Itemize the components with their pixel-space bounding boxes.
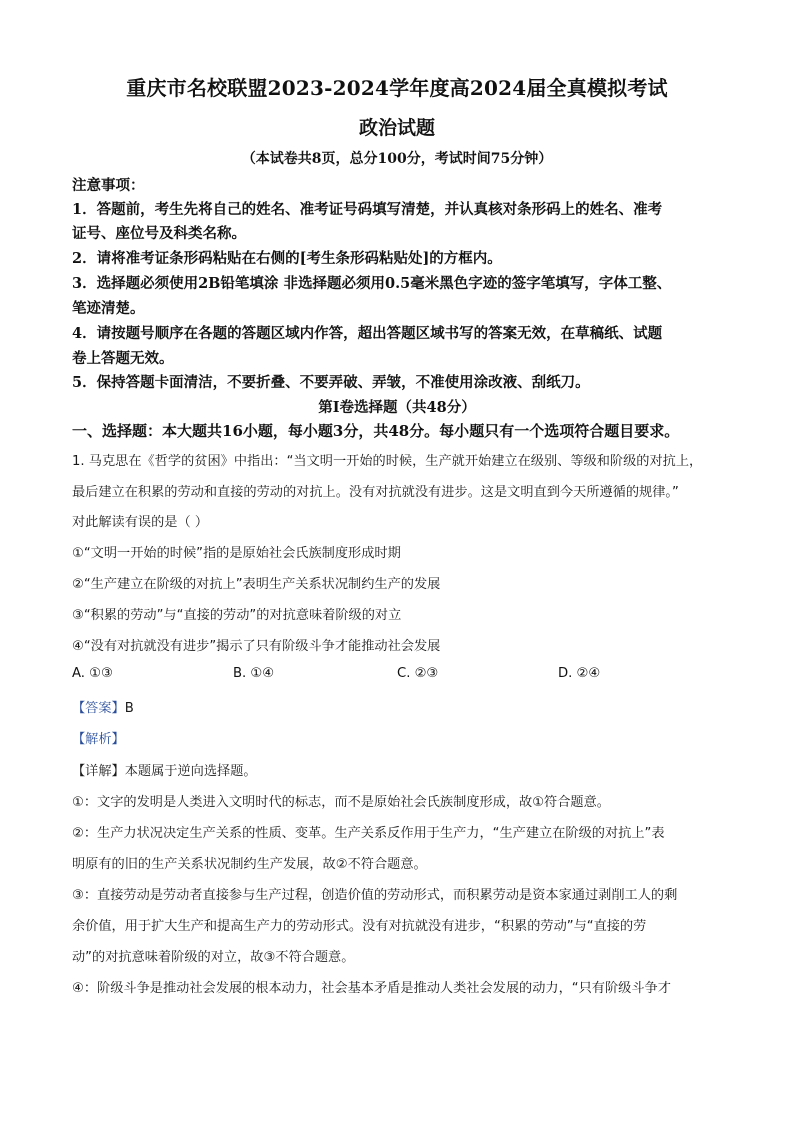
note-line: 1．答题前，考生先将自己的姓名、准考证号码填写清楚，并认真核对条形码上的姓名、准考 — [72, 201, 663, 218]
explanation-line: 动”的对抗意味着阶级的对立，故③不符合题意。 — [72, 950, 355, 965]
statement-2: ②“生产建立在阶级的对抗上”表明生产关系状况制约生产的发展 — [72, 577, 441, 592]
note-line: 4．请按题号顺序在各题的答题区域内作答，超出答题区域书写的答案无效，在草稿纸、试题 — [72, 325, 663, 342]
question-stem-line: 1. 马克思在《哲学的贫困》中指出：“当文明一开始的时候，生产就开始建立在级别、等级和阶级的对抗上， — [72, 454, 703, 469]
exam-title: 重庆市名校联盟2023-2024学年度高2024届全真模拟考试 — [126, 76, 668, 100]
explanation-line: ④：阶级斗争是推动社会发展的根本动力，社会基本矛盾是推动人类社会发展的动力，“只有阶级斗争才 — [72, 981, 671, 996]
notes-heading: 注意事项： — [72, 177, 145, 194]
statement-4: ④“没有对抗就没有进步”揭示了只有阶级斗争才能推动社会发展 — [72, 639, 441, 654]
section-heading: 第Ⅰ卷选择题（共48分） — [318, 399, 476, 416]
question-stem-line: 对此解读有误的是（ ） — [72, 515, 209, 530]
section-instruction: 一、选择题：本大题共16小题，每小题3分，共48分。每小题只有一个选项符合题目要求。 — [72, 422, 680, 440]
option-a: A. ①③ — [72, 666, 113, 681]
analysis-line — [72, 728, 732, 747]
explanation-line: ②：生产力状况决定生产关系的性质、变革。生产关系反作用于生产力，“生产建立在阶级的对抗上”表 — [72, 826, 665, 841]
explanation-line: 余价值，用于扩大生产和提高生产力的劳动形式。没有对抗就没有进步，“积累的劳动”与“直接的劳 — [72, 919, 647, 934]
analysis-label: 【解析】 — [72, 732, 125, 747]
note-line: 2．请将准考证条形码粘贴在右侧的[考生条形码粘贴处]的方框内。 — [72, 250, 502, 267]
detail-label: 【详解】 — [72, 764, 125, 779]
answer-label: 【答案】 — [72, 701, 125, 716]
note-line: 笔迹清楚。 — [72, 300, 145, 317]
note-line: 证号、座位号及科类名称。 — [72, 225, 246, 242]
note-line: 3．选择题必须使用2B铅笔填涂 非选择题必须用0.5毫米黑色字迹的签字笔填写，字体工整、 — [72, 275, 672, 292]
option-b: B. ①④ — [233, 666, 275, 681]
option-d: D. ②④ — [558, 666, 601, 681]
subject-title: 政治试题 — [358, 117, 435, 139]
option-c: C. ②③ — [397, 666, 439, 681]
detail-intro: 本题属于逆向选择题。 — [124, 764, 257, 779]
statement-3: ③“积累的劳动”与“直接的劳动”的对抗意味着阶级的对立 — [72, 608, 402, 623]
exam-info: （本试卷共8页，总分100分，考试时间75分钟） — [241, 151, 553, 167]
explanation-line: 明原有的旧的生产关系状况制约生产发展，故②不符合题意。 — [72, 857, 427, 872]
explanation-line: ③：直接劳动是劳动者直接参与生产过程，创造价值的劳动形式，而积累劳动是资本家通过剥削工人的剩 — [72, 888, 678, 903]
statement-1: ①“文明一开始的时候”指的是原始社会氏族制度形成时期 — [72, 546, 401, 561]
detail-line — [72, 760, 732, 779]
note-line: 5．保持答题卡面清洁，不要折叠、不要弄破、弄皱，不准使用涂改液、刮纸刀。 — [72, 374, 590, 391]
answer-options — [72, 666, 732, 684]
answer-line — [72, 697, 732, 716]
note-line: 卷上答题无效。 — [72, 350, 174, 367]
answer-value: B — [124, 701, 134, 716]
explanation-line: ①：文字的发明是人类进入文明时代的标志，而不是原始社会氏族制度形成，故①符合题意。 — [72, 795, 610, 810]
question-stem-line: 最后建立在积累的劳动和直接的劳动的对抗上。没有对抗就没有进步。这是文明直到今天所遵循的规律。” — [72, 485, 679, 500]
